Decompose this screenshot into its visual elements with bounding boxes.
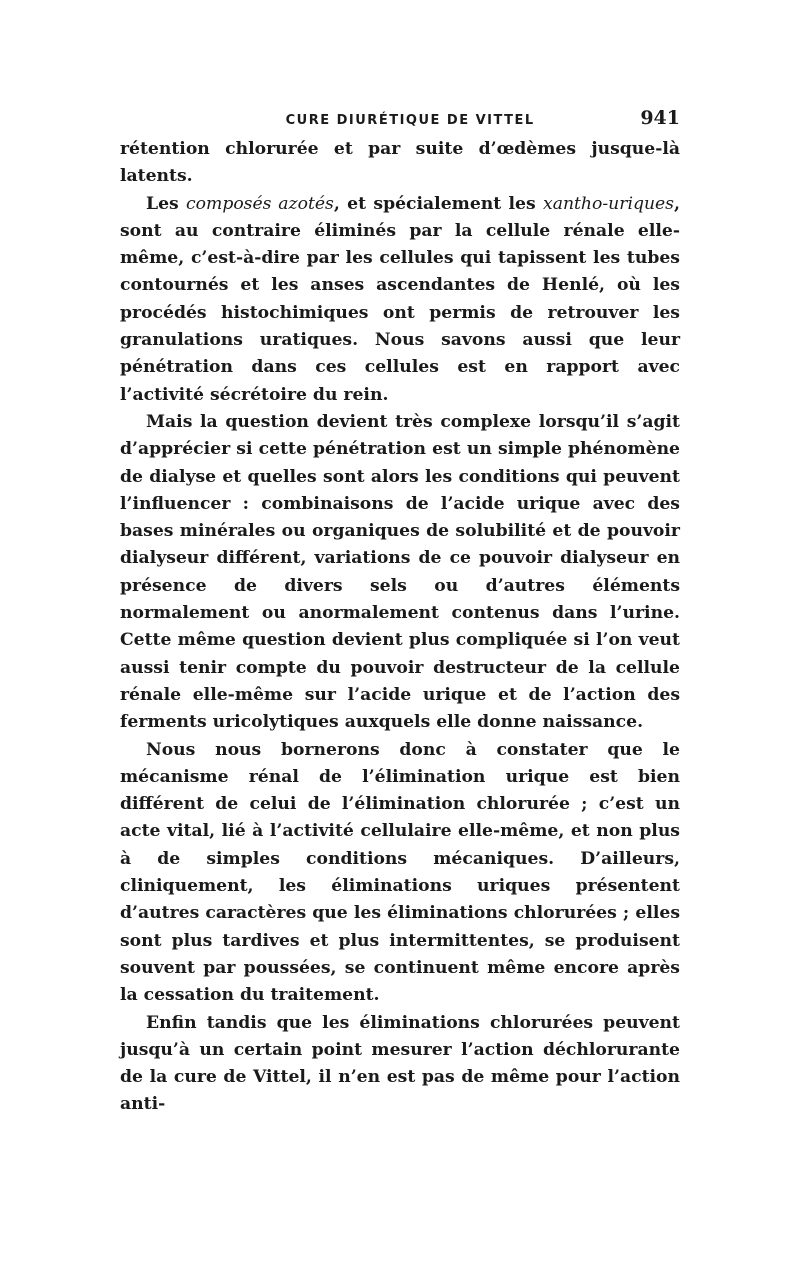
paragraph-2: [120, 191, 680, 409]
p2-italic-composes-azotes: composés azotés: [186, 193, 334, 214]
running-head: [120, 100, 680, 136]
paragraph-4: Nous nous bornerons donc à constater que le mécanisme rénal de l’élimination urique est bien différent de celui de l’élimination chlorurée ; c’est un acte vital, lié à l’activité cellulaire elle-même, et non plus à de simples conditions mécaniques. D’ailleurs, cliniquement, les éliminations uriques présentent d’autres caractères que les éliminations chlorurées ; elles sont plus tardives et plus intermittentes, se produisent souvent par poussées, se continuent même encore après la cessation du traitement.: [120, 739, 680, 1006]
paragraph-1: rétention chlorurée et par suite d’œdèmes jusque-là latents.: [120, 139, 680, 187]
p2-text-2: , et spécialement les: [333, 193, 544, 214]
running-title: CURE DIURÉTIQUE DE VITTEL: [285, 113, 535, 128]
text-block: [120, 100, 680, 1119]
p2-text-3: , sont au contraire éliminés par la cellule rénale elle-même, c’est-à-dire par les cellules qui tapissent les tubes contournés et les anses ascendantes de Henlé, où les procédés histochimiques ont permis de retrouver les granulations uratiques. Nous savons aussi que leur pénétration dans ces cellules est en rapport avec l’activité sécrétoire du rein.: [120, 193, 680, 405]
paragraph-5: Enfin tandis que les éliminations chlorurées peuvent jusqu’à un certain point mesurer l’action déchlorurante de la cure de Vittel, il n’en est pas de même pour l’action anti-: [120, 1012, 680, 1115]
page-number: 941: [640, 107, 680, 129]
p2-italic-xantho-uriques: xantho-uriques: [543, 193, 675, 214]
paragraph-3: Mais la question devient très complexe lorsqu’il s’agit d’apprécier si cette pénétration est un simple phénomène de dialyse et quelles sont alors les conditions qui peuvent l’influencer : combinaisons de l’acide urique avec des bases minérales ou organiques de solubilité et de pouvoir dialyseur différent, variations de ce pouvoir dialyseur en présence de divers sels ou d’autres éléments normalement ou anormalement contenus dans l’urine. Cette même question devient plus compliquée si l’on veut aussi tenir compte du pouvoir destructeur de la cellule rénale elle-même sur l’acide urique et de l’action des ferments uricolytiques auxquels elle donne naissance.: [120, 411, 680, 733]
p2-text-1: Les: [146, 193, 187, 214]
